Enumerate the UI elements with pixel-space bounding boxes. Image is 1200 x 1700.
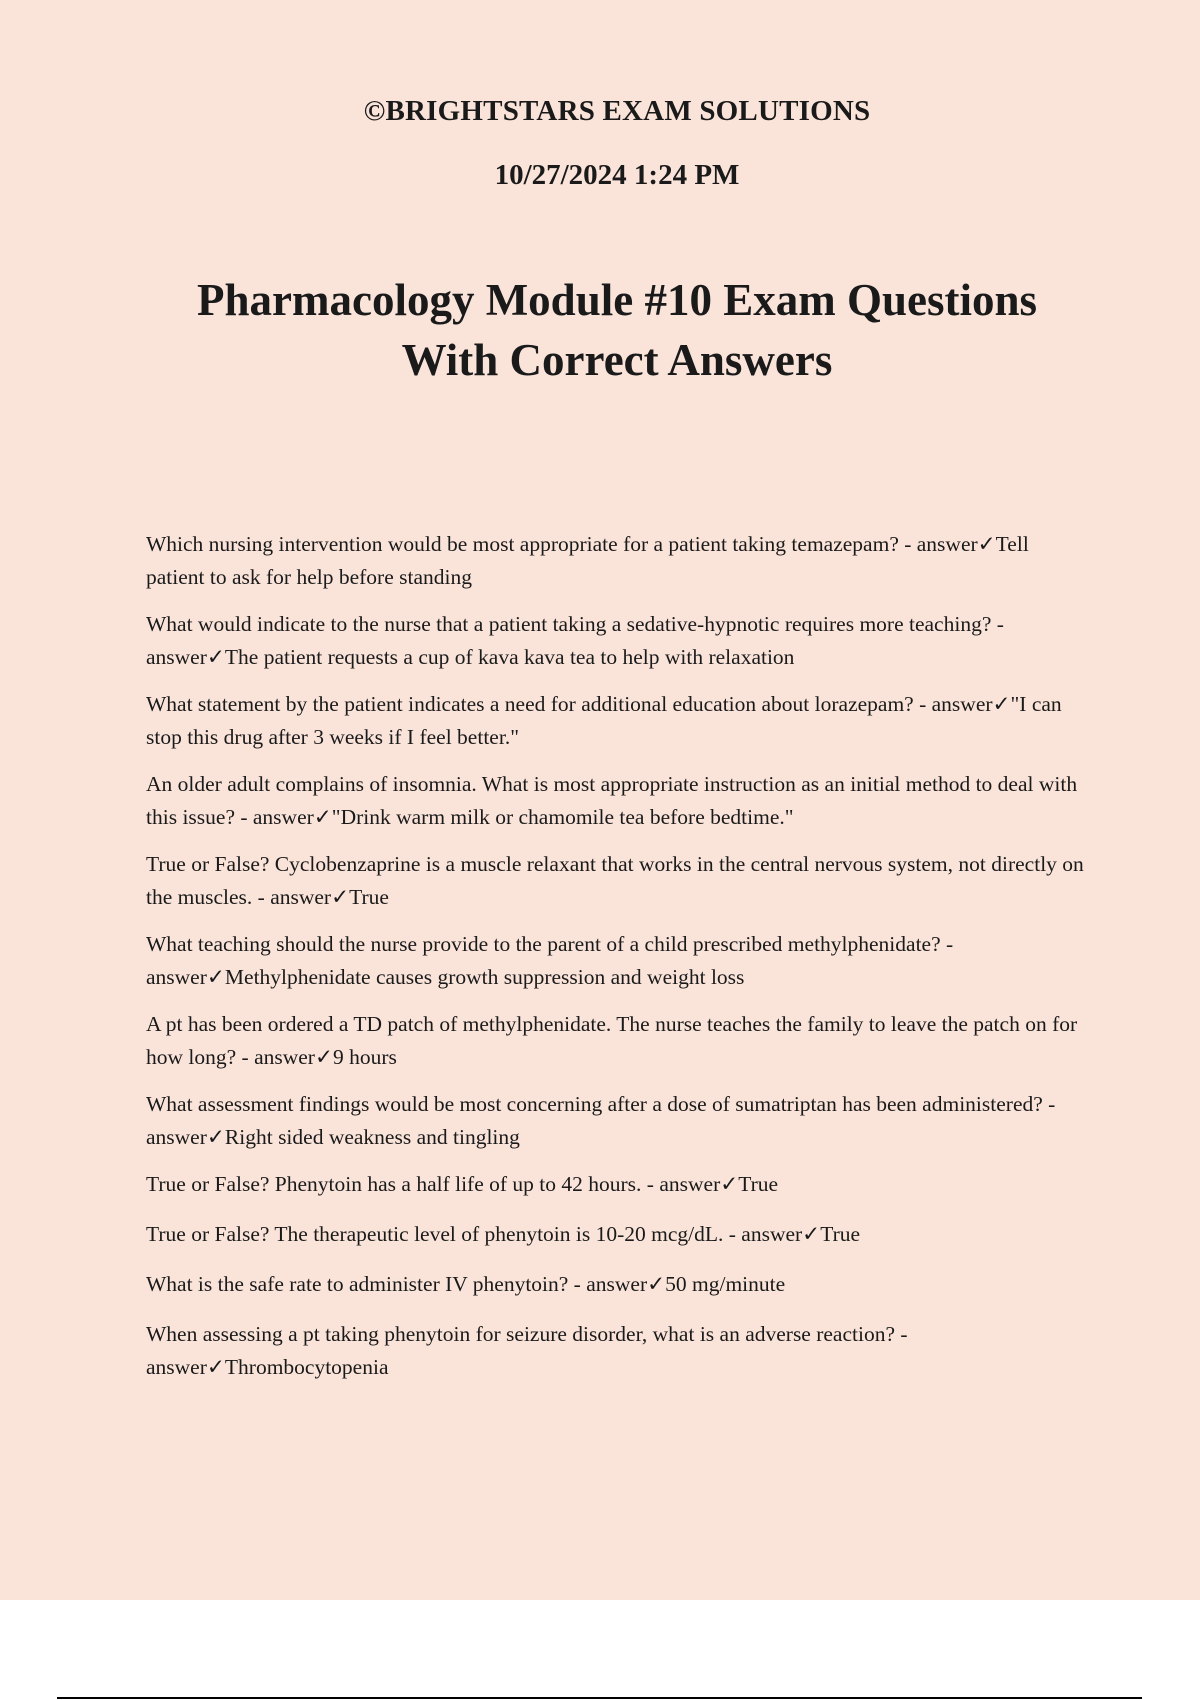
page-divider — [57, 1697, 1142, 1699]
qa-item: True or False? Cyclobenzaprine is a muscle relaxant that works in the central nervous system, not directly on the muscles. - answer✓True — [146, 852, 1084, 909]
qa-item: What teaching should the nurse provide to the parent of a child prescribed methylphenidate? - answer✓Methylphenidate causes growth suppression and weight loss — [146, 932, 954, 989]
qa-item: A pt has been ordered a TD patch of methylphenidate. The nurse teaches the family to leave the patch on for how long? - answer✓9 hours — [146, 1012, 1078, 1069]
document-title — [100, 270, 1134, 390]
qa-item: Which nursing intervention would be most appropriate for a patient taking temazepam? - answer✓Tell patient to ask for help before standing — [146, 532, 1029, 589]
qa-item: True or False? The therapeutic level of phenytoin is 10-20 mcg/dL. - answer✓True — [146, 1222, 861, 1246]
document-title-line-1: Pharmacology Module #10 Exam Questions — [197, 275, 1037, 325]
qa-item: An older adult complains of insomnia. What is most appropriate instruction as an initial method to deal with this issue? - answer✓"Drink warm milk or chamomile tea before bedtime." — [146, 772, 1078, 829]
document-title-line-2: With Correct Answers — [401, 335, 833, 385]
qa-item: What statement by the patient indicates a need for additional education about lorazepam? - answer✓"I can stop this drug after 3 weeks if I feel better." — [146, 692, 1062, 749]
qa-item: What assessment findings would be most concerning after a dose of sumatriptan has been administered? - answer✓Right sided weakness and tingling — [146, 1092, 1056, 1149]
qa-item: When assessing a pt taking phenytoin for seizure disorder, what is an adverse reaction? - answer✓Thrombocytopenia — [146, 1322, 908, 1379]
qa-item: True or False? Phenytoin has a half life of up to 42 hours. - answer✓True — [146, 1172, 779, 1196]
timestamp: 10/27/2024 1:24 PM — [494, 159, 740, 191]
brand-header: ©BRIGHTSTARS EXAM SOLUTIONS — [363, 95, 871, 127]
qa-item: What would indicate to the nurse that a patient taking a sedative-hypnotic requires more teaching? - answer✓The patient requests a cup of kava kava tea to help with relaxation — [146, 612, 1004, 669]
question-answer-list — [146, 528, 1086, 1398]
qa-item: What is the safe rate to administer IV phenytoin? - answer✓50 mg/minute — [146, 1272, 786, 1296]
